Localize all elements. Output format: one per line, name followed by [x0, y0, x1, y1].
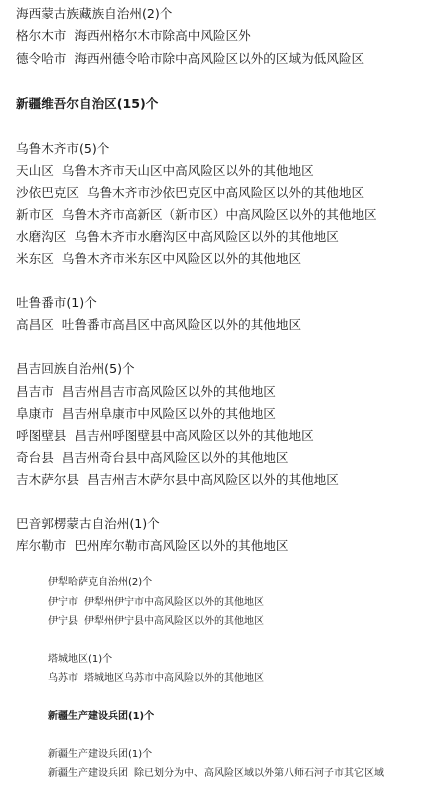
place-desc: 塔城地区乌苏市中高风险以外的其他地区: [84, 673, 264, 684]
place-desc: 伊犁州伊宁县中高风险区以外的其他地区: [84, 616, 264, 627]
place-name: 呼图壁县: [16, 428, 67, 443]
list-item: [16, 428, 314, 443]
place-name: 库尔勒市: [16, 538, 67, 553]
place-desc: 除已划分为中、高风险区域以外第八师石河子市其它区域: [134, 768, 384, 779]
list-item: [16, 28, 251, 43]
place-desc: 伊犁州伊宁市中高风险区以外的其他地区: [84, 597, 264, 608]
list-item: [16, 229, 339, 244]
section-header: 昌吉回族自治州(5)个: [16, 361, 135, 376]
place-name: 高昌区: [16, 317, 54, 332]
place-desc: 乌鲁木齐市米东区中风险区以外的其他地区: [61, 251, 302, 266]
place-desc: 乌鲁木齐市天山区中高风险区以外的其他地区: [61, 163, 314, 178]
place-name: 德令哈市: [16, 51, 67, 66]
place-desc: 海西州德令哈市除中高风险区以外的区域为低风险区: [74, 51, 365, 66]
list-item: [16, 538, 288, 553]
place-desc: 乌鲁木齐市沙依巴克区中高风险区以外的其他地区: [86, 185, 365, 200]
list-item: [16, 251, 301, 266]
place-name: 昌吉市: [16, 384, 54, 399]
list-item: [48, 616, 264, 628]
section-header: 伊犁哈萨克自治州(2)个: [48, 577, 153, 588]
list-item: [16, 207, 377, 222]
place-name: 吉木萨尔县: [16, 472, 79, 487]
list-item: [16, 317, 301, 332]
list-item: [16, 185, 364, 200]
section-header: 吐鲁番市(1)个: [16, 295, 97, 310]
place-desc: 乌鲁木齐市水磨沟区中高风险区以外的其他地区: [74, 229, 339, 244]
list-item: [16, 163, 314, 178]
section-header: 乌鲁木齐市(5)个: [16, 141, 110, 156]
place-name: 米东区: [16, 251, 54, 266]
region-header: 新疆维吾尔自治区(15)个: [16, 96, 159, 111]
place-name: 水磨沟区: [16, 229, 67, 244]
place-name: 新市区: [16, 207, 54, 222]
place-name: 阜康市: [16, 406, 54, 421]
place-name: 伊宁市: [48, 597, 78, 608]
place-name: 天山区: [16, 163, 54, 178]
list-item: [48, 597, 264, 609]
list-item: [16, 51, 364, 66]
place-desc: 昌吉州昌吉市高风险区以外的其他地区: [61, 384, 276, 399]
place-desc: 乌鲁木齐市高新区（新市区）中高风险区以外的其他地区: [61, 207, 377, 222]
list-item: [48, 673, 264, 685]
list-item: [16, 450, 288, 465]
place-name: 乌苏市: [48, 673, 78, 684]
place-name: 伊宁县: [48, 616, 78, 627]
place-name: 新疆生产建设兵团: [48, 768, 128, 779]
place-name: 格尔木市: [16, 28, 67, 43]
place-desc: 昌吉州吉木萨尔县中高风险区以外的其他地区: [86, 472, 339, 487]
place-desc: 昌吉州阜康市中风险区以外的其他地区: [61, 406, 276, 421]
place-desc: 吐鲁番市高昌区中高风险区以外的其他地区: [61, 317, 302, 332]
place-desc: 昌吉州呼图壁县中高风险区以外的其他地区: [74, 428, 314, 443]
section-header: 巴音郭楞蒙古自治州(1)个: [16, 516, 160, 531]
list-item: [16, 406, 276, 421]
section-header: 新疆生产建设兵团(1)个: [48, 749, 153, 760]
list-item: [16, 472, 339, 487]
list-item: [16, 384, 276, 399]
region-header: 新疆生产建设兵团(1)个: [48, 711, 155, 722]
place-desc: 巴州库尔勒市高风险区以外的其他地区: [74, 538, 289, 553]
section-header: 海西蒙古族藏族自治州(2)个: [16, 6, 173, 21]
list-item: [48, 768, 384, 780]
place-desc: 昌吉州奇台县中高风险区以外的其他地区: [61, 450, 289, 465]
place-name: 沙依巴克区: [16, 185, 79, 200]
place-name: 奇台县: [16, 450, 54, 465]
section-header: 塔城地区(1)个: [48, 654, 113, 665]
place-desc: 海西州格尔木市除高中风险区外: [74, 28, 251, 43]
